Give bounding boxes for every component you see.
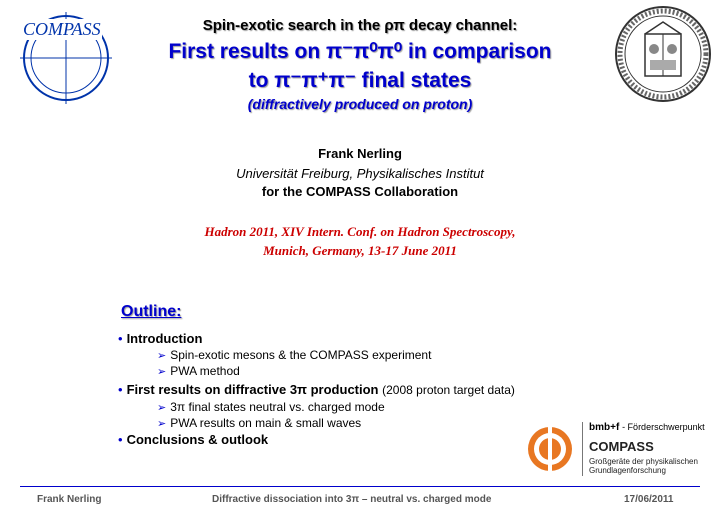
- outline-item: [118, 331, 202, 346]
- bmbf-description-line-2: Grundlagenforschung: [589, 466, 666, 475]
- outline-item-label: Conclusions & outlook: [126, 432, 269, 447]
- bullet-icon: •: [118, 331, 123, 346]
- outline-subitem-label: Spin-exotic mesons & the COMPASS experiment: [170, 348, 432, 362]
- compass-logo-text: COMPASS: [23, 19, 101, 39]
- outline-subitem: [157, 416, 361, 430]
- outline-subitem-label: 3π final states neutral vs. charged mode: [170, 400, 385, 414]
- arrow-bullet-icon: ➢: [157, 402, 167, 414]
- outline-subitem: [157, 400, 385, 414]
- title-line-3: (diffractively produced on proton): [247, 96, 473, 112]
- collaboration-line: for the COMPASS Collaboration: [261, 184, 459, 199]
- arrow-bullet-icon: ➢: [157, 366, 167, 378]
- bullet-icon: •: [118, 432, 123, 447]
- footer-divider: [20, 486, 700, 487]
- bmbf-emblem-icon: [526, 424, 576, 474]
- outline-heading: Outline:: [121, 303, 182, 320]
- bmbf-label: [589, 422, 705, 433]
- outline-item: [118, 432, 268, 447]
- footer-topic: Diffractive dissociation into 3π – neutral vs. charged mode: [212, 494, 492, 505]
- outline-subitem: [157, 364, 240, 378]
- conference-name: Hadron 2011, XIV Intern. Conf. on Hadron Spectroscopy,: [204, 224, 516, 239]
- arrow-bullet-icon: ➢: [157, 350, 167, 362]
- conference-location: Munich, Germany, 13-17 June 2011: [263, 243, 457, 258]
- outline-item: [118, 382, 515, 397]
- outline-item-note: (2008 proton target data): [382, 383, 515, 397]
- bmbf-compass-name: COMPASS: [589, 439, 654, 454]
- outline-subitem: [157, 348, 431, 362]
- subtitle: Spin-exotic search in the ρπ decay channel:: [202, 17, 518, 34]
- footer-date: 17/06/2011: [624, 494, 674, 505]
- bullet-icon: •: [118, 382, 123, 397]
- bmbf-prefix: bmb+f: [589, 422, 620, 433]
- outline-subitem-label: PWA results on main & small waves: [170, 416, 362, 430]
- arrow-bullet-icon: ➢: [157, 418, 167, 430]
- bmbf-subtitle: - Förderschwerpunkt: [622, 422, 705, 432]
- author-name: Frank Nerling: [318, 146, 402, 161]
- outline-item-label: First results on diffractive 3π production: [126, 382, 379, 397]
- title-line-2: to π⁻π⁺π⁻ final states: [248, 69, 472, 92]
- bmbf-logo: [526, 420, 714, 478]
- title-line-1: First results on π⁻π⁰π⁰ in comparison: [168, 40, 552, 63]
- outline-subitem-label: PWA method: [170, 364, 240, 378]
- author-institute: Universität Freiburg, Physikalisches Institut: [236, 166, 484, 181]
- footer-author: Frank Nerling: [37, 494, 102, 505]
- bmbf-description-line-1: Großgeräte der physikalischen: [589, 457, 698, 466]
- outline-item-label: Introduction: [126, 331, 203, 346]
